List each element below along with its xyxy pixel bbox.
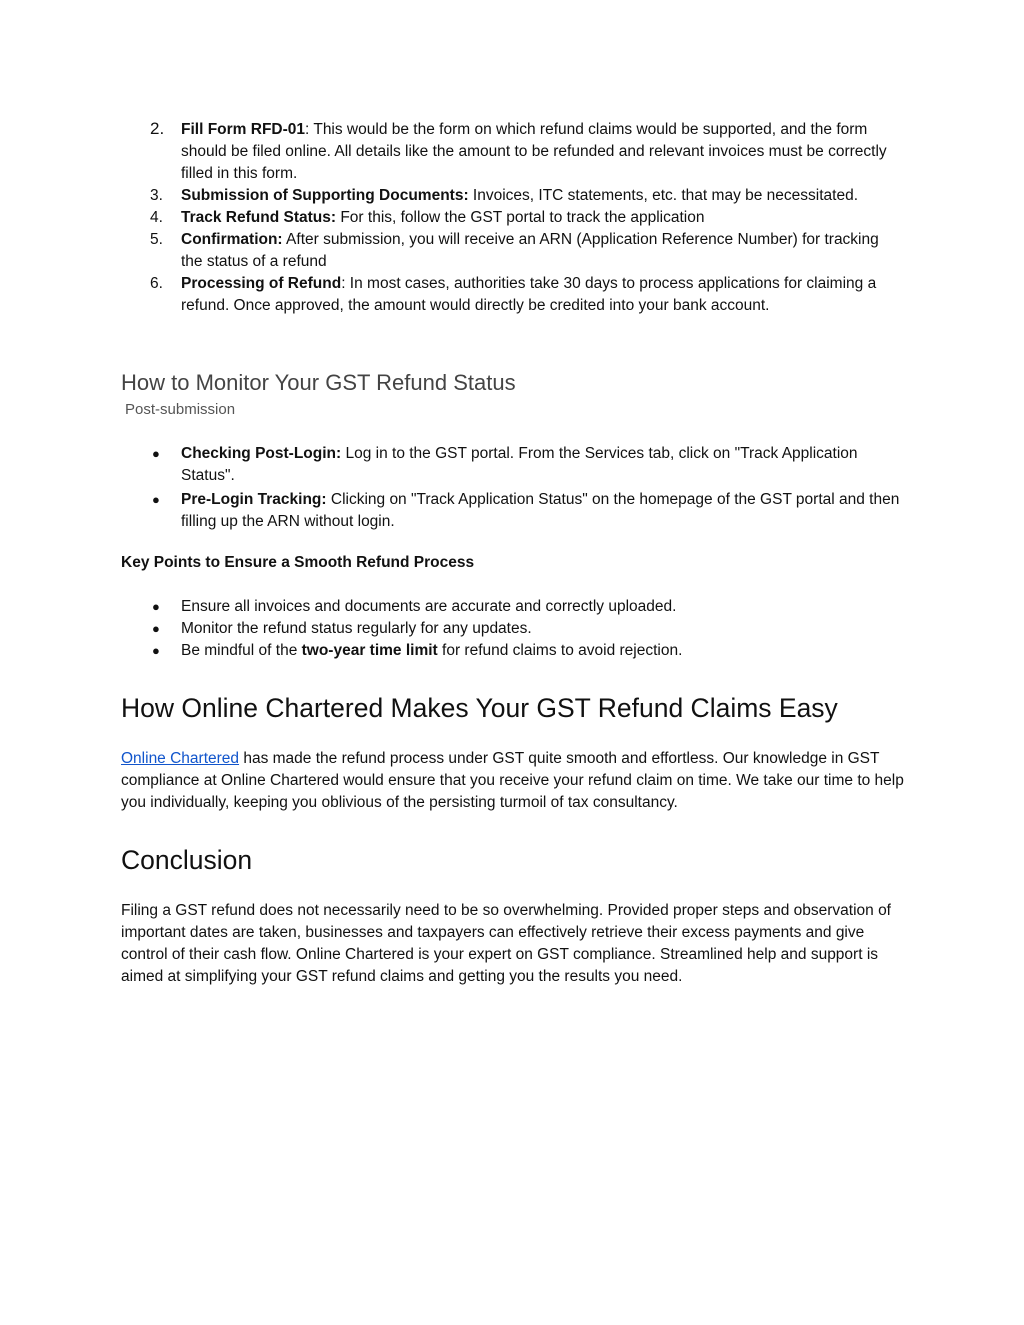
step-title: Processing of Refund [181, 275, 342, 292]
list-item [0, 185, 900, 207]
list-number: 6. [150, 275, 163, 292]
monitor-subheading: Post-submission [125, 401, 236, 418]
bullet-text-post: for refund claims to avoid rejection. [437, 642, 683, 659]
bullet-icon: ● [152, 643, 160, 658]
list-number: 4. [150, 209, 163, 226]
bullet-text: Monitor the refund status regularly for any updates. [181, 620, 532, 637]
conclusion-paragraph: Filing a GST refund does not necessarily need to be so overwhelming. Provided proper steps and observation of important dates are taken, businesses and taxpayers can effectively retrieve their excess payments and give control of their cash flow. Online Chartered is your expert on GST compliance. Streamlined help and support is aimed at simplifying your GST refund claims and getting you the results you need. [121, 902, 891, 985]
bullet-icon: ● [152, 492, 160, 507]
step-text: : In most cases, authorities take 30 days to process applications for claiming a refund. Once approved, the amount would directly be credited into your bank account. [181, 275, 877, 314]
list-item [0, 443, 900, 487]
step-title: Track Refund Status: [181, 209, 337, 226]
list-number: 2. [150, 119, 165, 138]
list-item [0, 229, 900, 273]
step-text: Invoices, ITC statements, etc. that may be necessitated. [468, 187, 859, 204]
step-title: Confirmation: [181, 231, 283, 248]
paragraph-text: has made the refund process under GST quite smooth and effortless. Our knowledge in GST compliance at Online Chartered would ensure that you receive your refund claim on time. We take our time to help you individually, keeping you oblivious of the persisting turmoil of tax consultancy. [121, 750, 904, 811]
list-item [0, 640, 900, 662]
list-item [0, 119, 900, 185]
monitor-bullet-list [0, 443, 900, 533]
bullet-text: Clicking on "Track Application Status" on the homepage of the GST portal and then filling up the ARN without login. [181, 491, 900, 530]
bullet-icon: ● [152, 599, 160, 614]
key-points-heading: Key Points to Ensure a Smooth Refund Process [121, 554, 475, 571]
list-item [0, 207, 900, 229]
step-text: After submission, you will receive an ARN (Application Reference Number) for tracking the status of a refund [181, 231, 879, 270]
list-number: 3. [150, 187, 163, 204]
step-title: Fill Form RFD-01 [181, 121, 306, 138]
bullet-title: Pre-Login Tracking: [181, 491, 327, 508]
bullet-text-pre: Be mindful of the [181, 642, 302, 659]
step-text: For this, follow the GST portal to track the application [336, 209, 705, 226]
time-limit-emphasis: two-year time limit [301, 642, 438, 659]
bullet-text: Log in to the GST portal. From the Services tab, click on "Track Application Status". [181, 445, 858, 484]
refund-steps-list [0, 119, 900, 317]
key-points-list [0, 596, 900, 662]
online-chartered-heading: How Online Chartered Makes Your GST Refund Claims Easy [121, 693, 838, 723]
online-chartered-paragraph [121, 748, 911, 814]
step-text: : This would be the form on which refund claims would be supported, and the form should be filed online. All details like the amount to be refunded and relevant invoices must be correctly filled in this form. [181, 121, 887, 182]
list-number: 5. [150, 231, 163, 248]
bullet-text: Ensure all invoices and documents are accurate and correctly uploaded. [181, 598, 677, 615]
step-title: Submission of Supporting Documents: [181, 187, 469, 204]
conclusion-heading: Conclusion [121, 845, 253, 875]
bullet-title: Checking Post-Login: [181, 445, 342, 462]
bullet-icon: ● [152, 621, 160, 636]
bullet-icon: ● [152, 446, 160, 461]
list-item [0, 618, 900, 640]
list-item [0, 596, 900, 618]
online-chartered-link[interactable]: Online Chartered [121, 750, 240, 767]
list-item [0, 273, 900, 317]
list-item [0, 489, 900, 533]
monitor-heading: How to Monitor Your GST Refund Status [121, 370, 516, 395]
